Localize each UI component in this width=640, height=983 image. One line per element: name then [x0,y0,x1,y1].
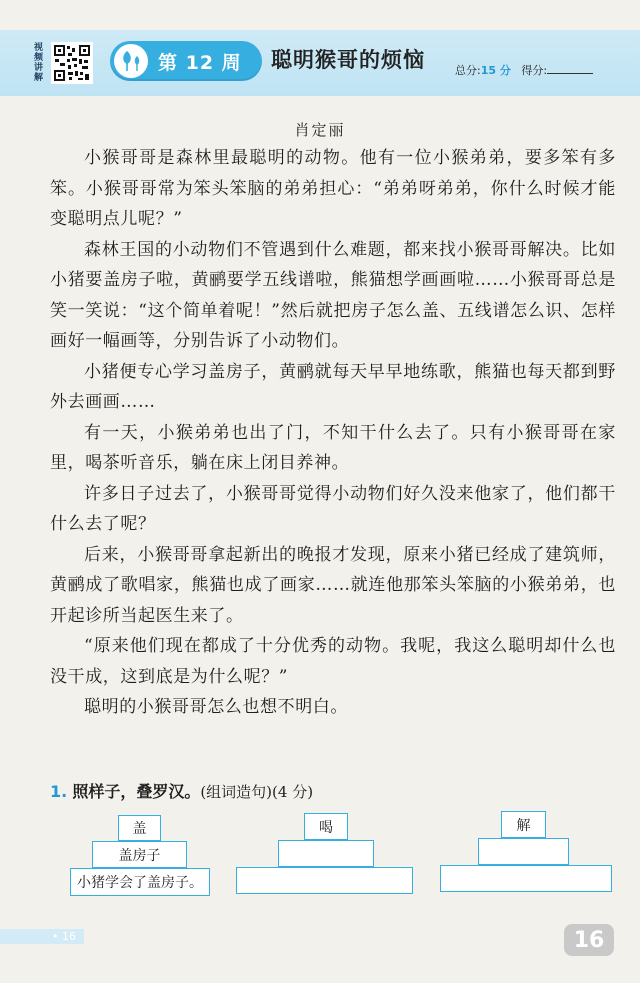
pyramid-2-sentence-field[interactable] [236,867,413,894]
score-got-label: 得分: [521,64,548,77]
pyramid-2-char-box [304,813,348,840]
paragraph: 有一天，小猴弟弟也出了门，不知干什么去了。只有小猴哥哥在家里，喝茶听音乐，躺在床上闭目养神。 [50,422,616,473]
score-total-value: 15 分 [480,64,511,77]
footer-page-number: • 16 [52,930,76,943]
example-word-box [92,841,187,868]
example-sentence: 小猪学会了盖房子。 [77,875,203,891]
example-word: 盖房子 [118,847,161,864]
pyramid-3-word-field[interactable] [478,838,569,865]
question-1-title [50,779,313,802]
example-sentence-box [70,868,210,896]
paragraph: 许多日子过去了，小猴哥哥觉得小动物们好久没来他家了，他们都干什么去了呢？ [50,483,616,534]
page-number-badge: 16 [564,924,614,956]
tree-icon [114,44,148,78]
pyramid-3-sentence-field[interactable] [440,865,612,892]
score-total-label: 总分: [455,64,481,77]
page-title: 聪明猴哥的烦恼 [271,48,425,72]
score-line [455,62,593,78]
pyramid-3-char-box [501,811,546,838]
question-number: 1. [50,782,68,801]
pyramid-2-word-field[interactable] [278,840,374,867]
paragraph: 森林王国的小动物们不管遇到什么难题，都来找小猴哥哥解决。比如小猪要盖房子啦，黄鹂要学五线谱啦，熊猫想学画画啦……小猴哥哥总是笑一笑说：“这个简单着呢！”然后就把房子怎么盖、五线谱怎么识、怎样画好一幅画等，分别告诉了小动物们。 [50,239,616,351]
question-prompt: 照样子，叠罗汉。 [72,782,201,801]
paragraph: 小猪便专心学习盖房子，黄鹂就每天早早地练歌，熊猫也每天都到野外去画画…… [50,361,616,412]
qr-code-block[interactable] [34,42,93,84]
paragraph: “原来他们现在都成了十分优秀的动物。我呢，我这么聪明却什么也没干成，这到底是为什么呢？” [50,636,616,687]
article-passage [50,143,616,723]
article-author: 肖定丽 [294,121,346,139]
week-label: 第 12 周 [158,51,242,74]
qr-caption: 视频讲解 [34,43,44,83]
example-char-box [118,815,161,841]
pyramid-3-char: 解 [516,817,531,834]
paragraph: 小猴哥哥是森林里最聪明的动物。他有一位小猴弟弟，要多笨有多笨。小猴哥哥常为笨头笨脑的弟弟担心：“弟弟呀弟弟，你什么时候才能变聪明点儿呢？” [50,148,616,229]
paragraph: 聪明的小猴哥哥怎么也想不明白。 [84,697,348,717]
week-badge [110,41,262,81]
pyramid-2-char: 喝 [319,819,333,836]
example-char: 盖 [132,821,147,837]
question-note: (组词造句)(4 分) [200,783,314,801]
paragraph: 后来，小猴哥哥拿起新出的晚报才发现，原来小猪已经成了建筑师，黄鹂成了歌唱家，熊猫也成了画家……就连他那笨头笨脑的小猴弟弟，也开起诊所当起医生来了。 [50,544,616,626]
score-blank-field[interactable] [547,63,593,74]
qr-code-icon[interactable] [51,42,93,84]
